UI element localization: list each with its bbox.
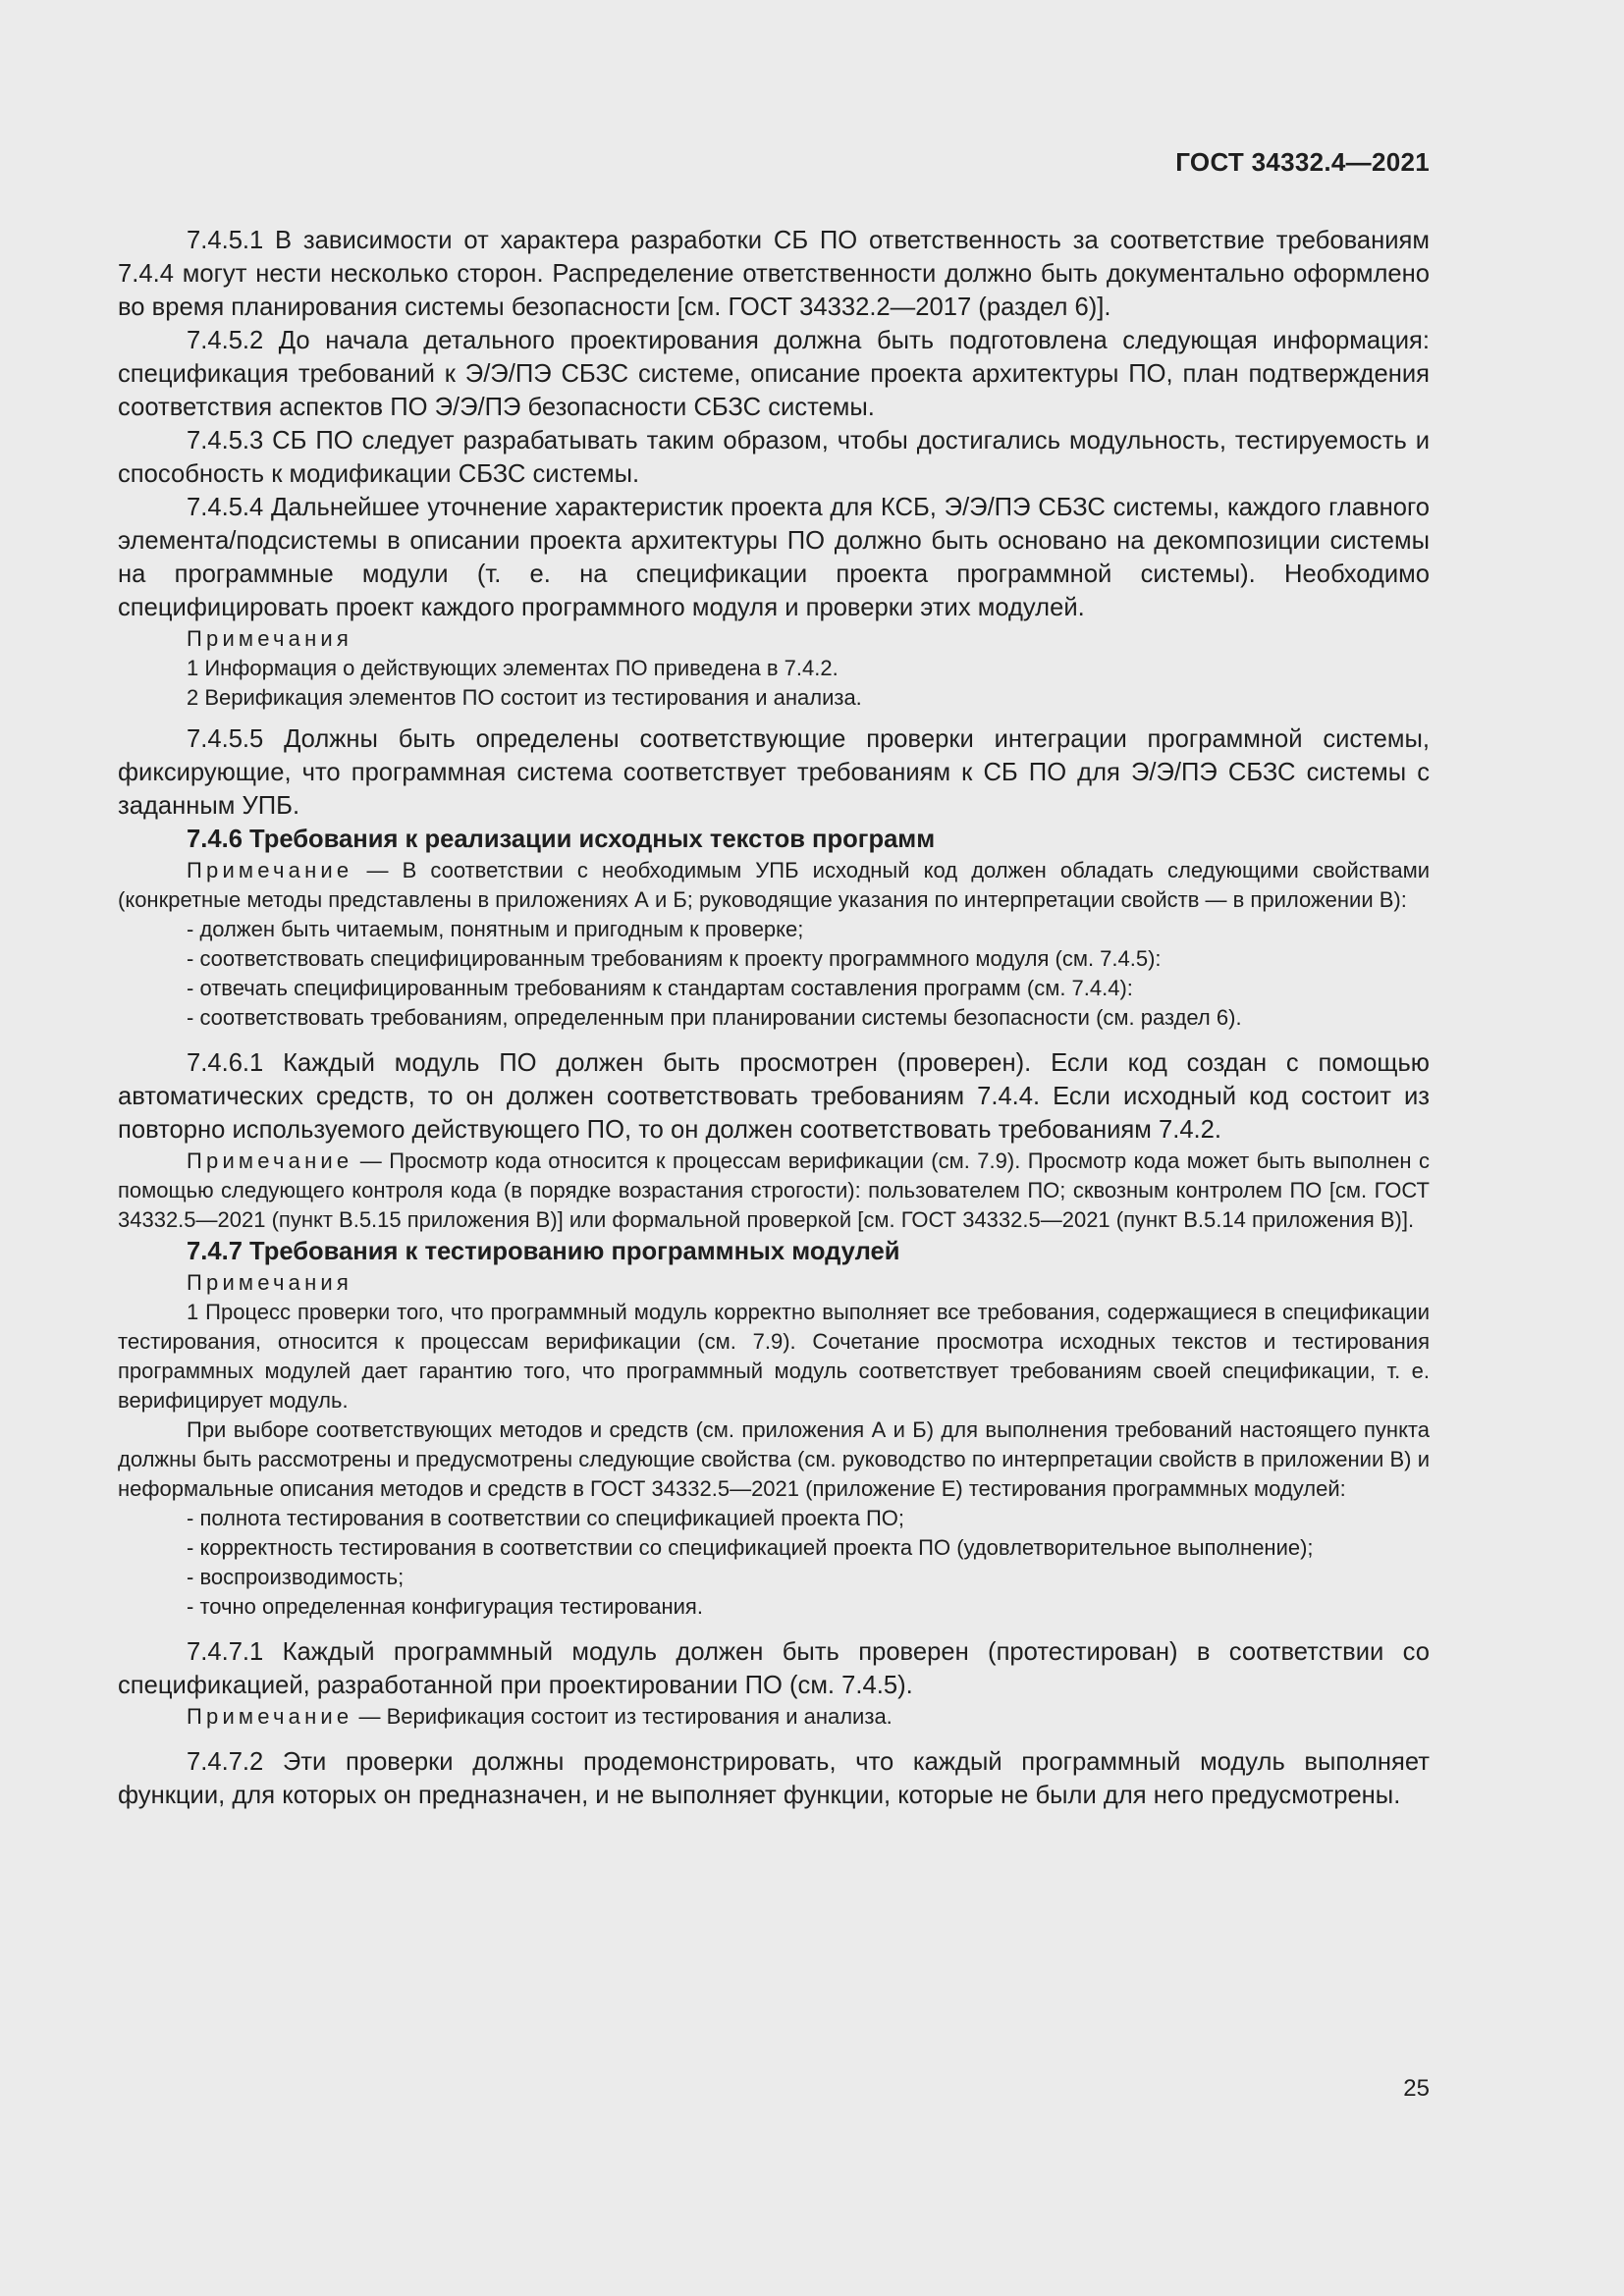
note-7-4-7-1 <box>118 1702 1430 1732</box>
note-7-4-6-1 <box>118 1147 1430 1235</box>
paragraph-7-4-5-2: 7.4.5.2 До начала детального проектирования должна быть подготовлена следующая информация: спецификация требований к Э/Э/ПЭ СБЗС системе, описание проекта архитектуры ПО, план подтверждения соответствия аспектов ПО Э/Э/ПЭ безопасности СБЗС системы. <box>118 327 1430 421</box>
note-item: 1 Процесс проверки того, что программный модуль корректно выполняет все требования, содержащиеся в спецификации тестирования, относится к процессам верификации (см. 7.9). Сочетание просмотра исходных текстов и тестирования программных модулей дает гарантию того, что программный модуль соответствует требованиям своей спецификации, т. е. верифицирует модуль. <box>118 1300 1430 1413</box>
note-text: — Верификация состоит из тестирования и анализа. <box>352 1704 893 1729</box>
paragraph-7-4-7-1: 7.4.7.1 Каждый программный модуль должен быть проверен (протестирован) в соответствии со спецификацией, разработанной при проектировании ПО (см. 7.4.5). <box>118 1638 1430 1699</box>
page-content <box>118 224 1430 1812</box>
paragraph-7-4-5-3: 7.4.5.3 СБ ПО следует разрабатывать таким образом, чтобы достигались модульность, тестируемость и способность к модификации СБЗС системы. <box>118 427 1430 488</box>
note-label: Примечание <box>187 1148 353 1173</box>
list-item: - точно определенная конфигурация тестирования. <box>187 1594 703 1619</box>
note-item: 1 Информация о действующих элементах ПО приведена в 7.4.2. <box>187 656 839 680</box>
paragraph-7-4-7-2: 7.4.7.2 Эти проверки должны продемонстрировать, что каждый программный модуль выполняет функции, для которых он предназначен, и не выполняет функции, которые не были для него предусмотрены. <box>118 1748 1430 1809</box>
list-item: - должен быть читаемым, понятным и пригодным к проверке; <box>187 917 804 941</box>
list-item: - соответствовать требованиям, определенным при планировании системы безопасности (см. раздел 6). <box>187 1005 1242 1030</box>
note-label: Примечание <box>187 858 353 882</box>
section-heading-7-4-7: 7.4.7 Требования к тестированию программных модулей <box>187 1238 900 1265</box>
note-label: Примечание <box>187 1704 353 1729</box>
note-text: — Просмотр кода относится к процессам верификации (см. 7.9). Просмотр кода может быть выполнен с помощью следующего контроля кода (в порядке возрастания строгости): пользователем ПО; сквозным контролем ПО [см. ГОСТ 34332.5—2021 (пункт В.5.15 приложения В)] или формальной проверкой [см. ГОСТ 34332.5—2021 (пункт В.5.14 приложения В)]. <box>118 1148 1430 1232</box>
list-item: - соответствовать специфицированным требованиям к проекту программного модуля (см. 7.4.5): <box>187 946 1162 971</box>
paragraph-7-4-6-1: 7.4.6.1 Каждый модуль ПО должен быть просмотрен (проверен). Если код создан с помощью автоматических средств, то он должен соответствовать требованиям 7.4.4. Если исходный код состоит из повторно используемого действующего ПО, то он должен соответствовать требованиям 7.4.2. <box>118 1049 1430 1144</box>
list-item: - отвечать специфицированным требованиям к стандартам составления программ (см. 7.4.4): <box>187 976 1133 1000</box>
list-item: - воспроизводимость; <box>187 1565 405 1589</box>
paragraph-7-4-5-1: 7.4.5.1 В зависимости от характера разработки СБ ПО ответственность за соответствие требованиям 7.4.4 могут нести несколько сторон. Распределение ответственности должно быть документально оформлено во время планирования системы безопасности [см. ГОСТ 34332.2—2017 (раздел 6)]. <box>118 227 1430 321</box>
notes-title: Примечания <box>187 626 353 651</box>
note-item: При выборе соответствующих методов и средств (см. приложения А и Б) для выполнения требований настоящего пункта должны быть рассмотрены и предусмотрены следующие свойства (см. руководство по интерпретации свойств в приложении В) и неформальные описания методов и средств в ГОСТ 34332.5—2021 (приложение Е) тестирования программных модулей: <box>118 1417 1430 1501</box>
standard-header: ГОСТ 34332.4—2021 <box>1175 147 1430 177</box>
notes-title: Примечания <box>187 1270 353 1295</box>
paragraph-7-4-5-4: 7.4.5.4 Дальнейшее уточнение характеристик проекта для КСБ, Э/Э/ПЭ СБЗС системы, каждого главного элемента/подсистемы в описании проекта архитектуры ПО должно быть основано на декомпозиции системы на программные модули (т. е. на спецификации проекта программной системы). Необходимо специфицировать проект каждого программного модуля и проверки этих модулей. <box>118 494 1430 621</box>
note-item: 2 Верификация элементов ПО состоит из тестирования и анализа. <box>187 685 862 710</box>
list-item: - корректность тестирования в соответствии со спецификацией проекта ПО (удовлетворительное выполнение); <box>187 1535 1314 1560</box>
note-text: — В соответствии с необходимым УПБ исходный код должен обладать следующими свойствами (конкретные методы представлены в приложениях А и Б; руководящие указания по интерпретации свойств — в приложении В): <box>118 858 1430 912</box>
paragraph-7-4-5-5: 7.4.5.5 Должны быть определены соответствующие проверки интеграции программной системы, фиксирующие, что программная система соответствует требованиям к СБ ПО для Э/Э/ПЭ СБЗС системы с заданным УПБ. <box>118 725 1430 820</box>
note-7-4-6 <box>118 856 1430 915</box>
section-heading-7-4-6: 7.4.6 Требования к реализации исходных текстов программ <box>187 826 936 853</box>
page-number: 25 <box>1403 2075 1430 2102</box>
list-item: - полнота тестирования в соответствии со спецификацией проекта ПО; <box>187 1506 904 1530</box>
